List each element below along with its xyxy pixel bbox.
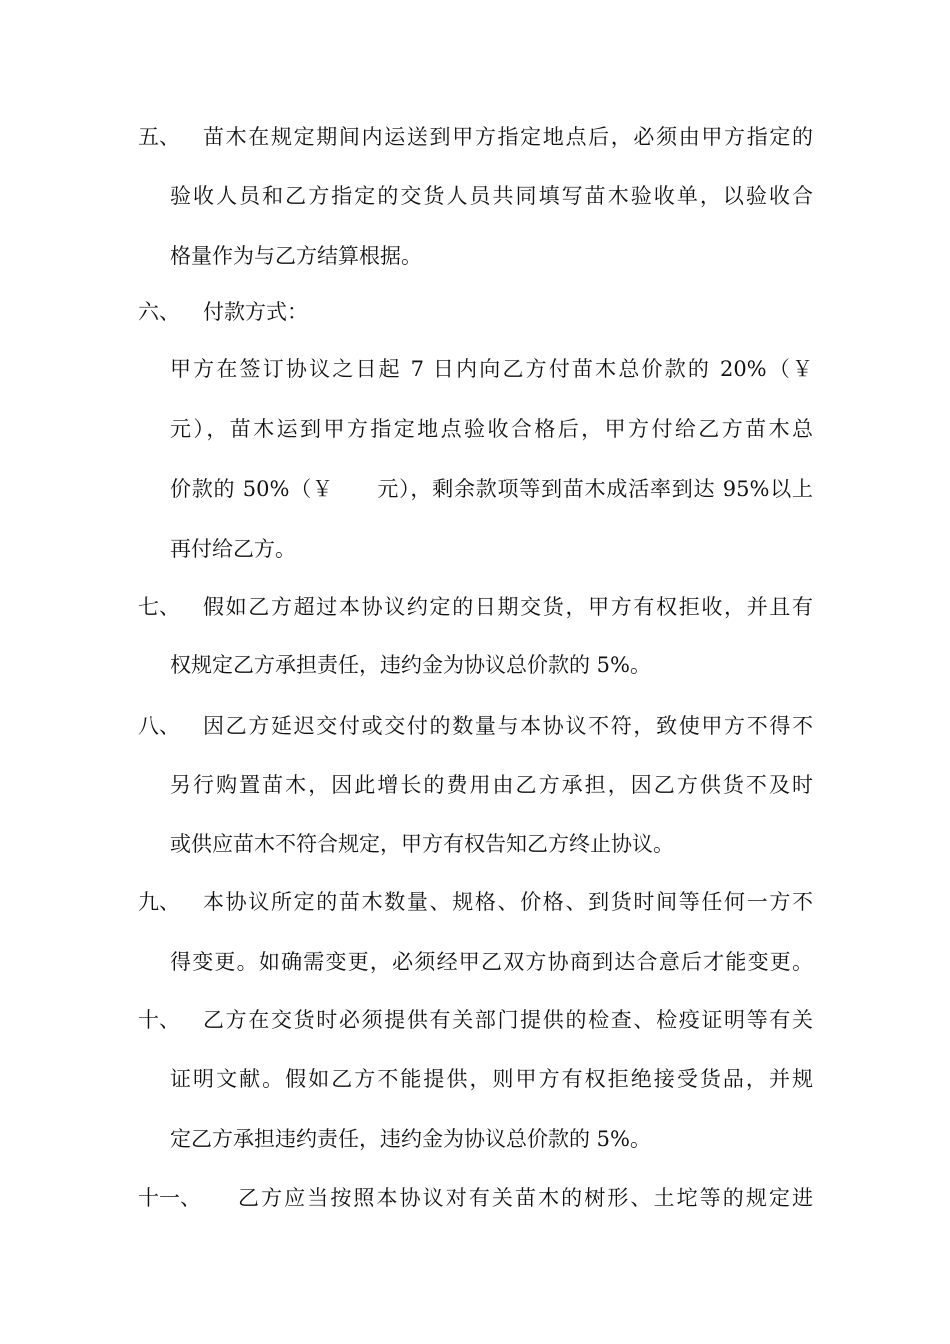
clause-text-line: 付款方式： xyxy=(203,300,308,324)
clause-number: 六、 xyxy=(138,300,180,324)
clause-number: 五、 xyxy=(138,125,180,149)
clause-text-line: 甲方在签订协议之日起 7 日内向乙方付苗木总价款的 20%（￥ xyxy=(170,357,813,381)
clause-text-line: 假如乙方超过本协议约定的日期交货，甲方有权拒收，并且有 xyxy=(203,595,813,619)
clause-text-line: 定乙方承担违约责任，违约金为协议总价款的 5%。 xyxy=(170,1127,651,1151)
clause-text-line: 乙方应当按照本协议对有关苗木的树形、土坨等的规定进 xyxy=(238,1186,813,1210)
clause-number: 十、 xyxy=(138,1008,180,1032)
clause-text-line: 苗木在规定期间内运送到甲方指定地点后，必须由甲方指定的 xyxy=(203,125,813,149)
clause-text-line: 格量作为与乙方结算根据。 xyxy=(170,244,422,268)
clause-number: 八、 xyxy=(138,714,180,738)
clause-text-line: 证明文献。假如乙方不能提供，则甲方有权拒绝接受货品，并规 xyxy=(170,1067,813,1091)
clause-text-line: 因乙方延迟交付或交付的数量与本协议不符，致使甲方不得不 xyxy=(203,714,813,738)
clause-text-line: 乙方在交货时必须提供有关部门提供的检查、检疫证明等有关 xyxy=(203,1008,813,1032)
clause-text-line: 本协议所定的苗木数量、规格、价格、到货时间等任何一方不 xyxy=(203,890,813,914)
clause-text-line: 权规定乙方承担责任，违约金为协议总价款的 5%。 xyxy=(170,653,651,677)
clause-number: 七、 xyxy=(138,595,180,619)
clause-number: 十一、 xyxy=(138,1186,201,1210)
clause-text-line: 再付给乙方。 xyxy=(170,537,296,561)
clause-text-line: 验收人员和乙方指定的交货人员共同填写苗木验收单，以验收合 xyxy=(170,184,813,208)
clause-text-line: 或供应苗木不符合规定，甲方有权告知乙方终止协议。 xyxy=(170,832,674,856)
clause-text-line: 元），苗木运到甲方指定地点验收合格后，甲方付给乙方苗木总 xyxy=(170,417,813,441)
clause-text-line: 得变更。如确需变更，必须经甲乙双方协商到达合意后才能变更。 xyxy=(170,950,813,974)
clause-text-line: 价款的 50%（￥ 元），剩余款项等到苗木成活率到达 95%以上 xyxy=(170,477,813,501)
clause-number: 九、 xyxy=(138,890,180,914)
clause-text-line: 另行购置苗木，因此增长的费用由乙方承担，因乙方供货不及时 xyxy=(170,773,813,797)
